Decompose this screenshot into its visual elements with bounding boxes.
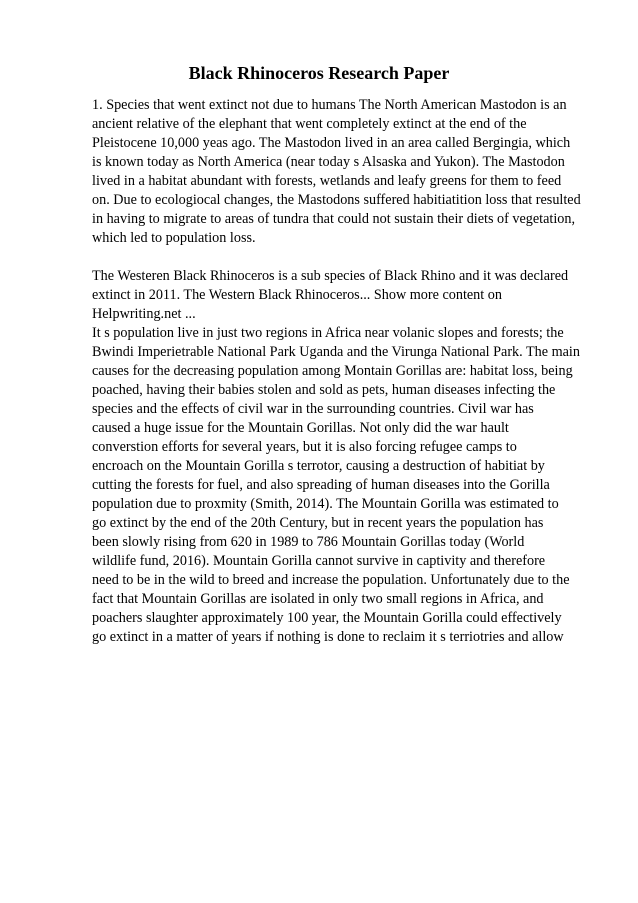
paragraph-western-black-rhino: The Westeren Black Rhinoceros is a sub species of Black Rhino and it was declared extinct in 2011. The Western Black Rhinoceros... Show more content on Helpwriting.net ... <box>92 268 569 322</box>
page-title: Black Rhinoceros Research Paper <box>188 63 450 83</box>
paragraph-mountain-gorilla: It s population live in just two regions in Africa near volanic slopes and forests; the Bwindi Imperietrable National Park Uganda and the Virunga National Park. The main causes for the decreasing population among Montain Gorillas are: habitat loss, being poached, having their babies stolen and sold as pets, human diseases infecting the species and the effects of civil war in the surrounding countries. Civil war has caused a huge issue for the Mountain Gorillas. Not only did the war hault converstion efforts for several years, but it is also forcing refugee camps to encroach on the Mountain Gorilla s terrotor, causing a destruction of habitiat by cutting the forests for fuel, and also spreading of human diseases into the Gorilla population due to proxmity (Smith, 2014). The Mountain Gorilla was estimated to go extinct by the end of the 20th Century, but in recent years the population has been slowly rising from 620 in 1989 to 786 Mountain Gorillas today (World wildlife fund, 2016). Mountain Gorilla cannot survive in captivity and therefore need to be in the wild to breed and increase the population. Unfortunately due to the fact that Mountain Gorillas are isolated in only two small regions in Africa, and poachers slaughter approximately 100 year, the Mountain Gorilla could effectively go extinct in a matter of years if nothing is done to reclaim it s terriotries and allow <box>92 325 580 645</box>
document-body <box>92 96 612 647</box>
paragraph-mastodon: 1. Species that went extinct not due to humans The North American Mastodon is an ancient relative of the elephant that went completely extinct at the end of the Pleistocene 10,000 yeas ago. The Mastodon lived in an area called Bergingia, which is known today as North America (near today s Alsaska and Yukon). The Mastodon lived in a habitat abundant with forests, wetlands and leafy greens for them to feed on. Due to ecologiocal changes, the Mastodons suffered habitiatition loss that resulted in having to migrate to areas of tundra that could not sustain their diets of vegetation, which led to population loss. <box>92 97 581 246</box>
paragraph-spacer <box>92 248 612 267</box>
